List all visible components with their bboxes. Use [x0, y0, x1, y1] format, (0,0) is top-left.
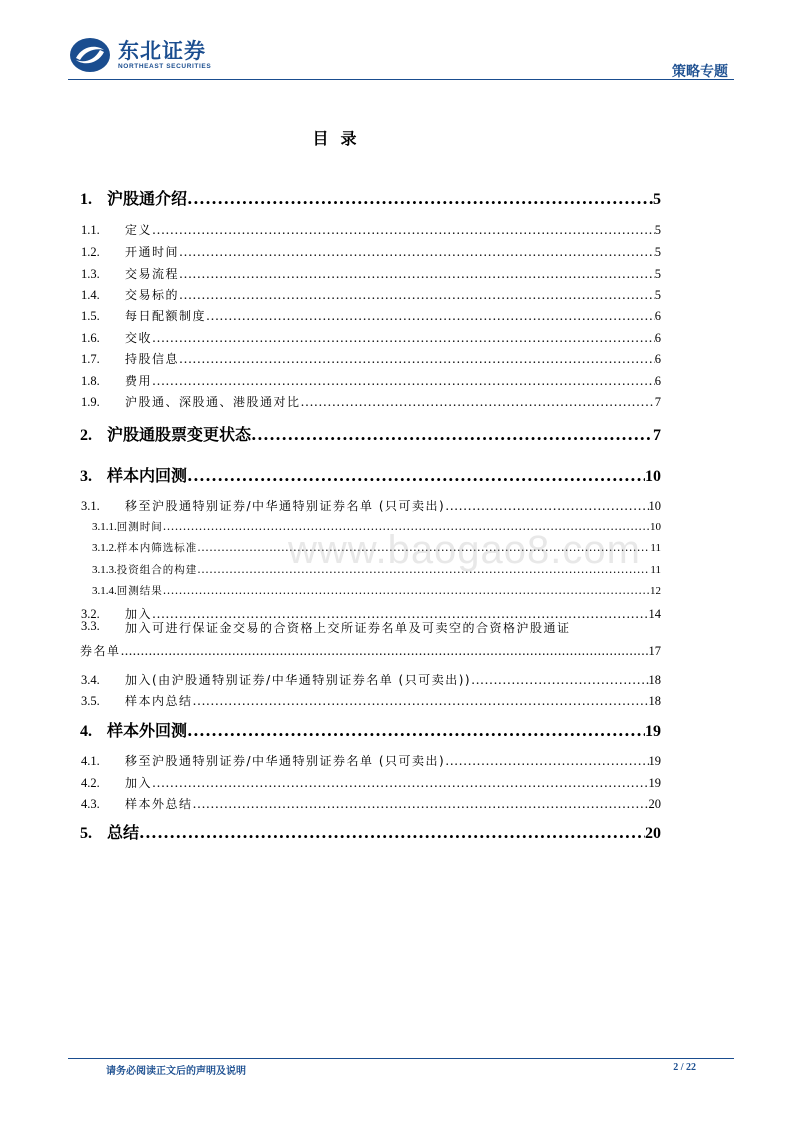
toc-number: 1.7. — [81, 352, 100, 366]
toc-number: 3.1.2. — [92, 542, 117, 554]
footer-disclaimer: 请务必阅读正文后的声明及说明 — [106, 1066, 246, 1077]
toc-label: 费用 — [125, 374, 153, 388]
toc-page: 6 — [654, 374, 661, 388]
toc-leader — [152, 330, 655, 345]
toc-number: 1.8. — [81, 374, 100, 388]
toc-label: 样本外总结 — [125, 797, 193, 811]
toc-entry-4-2[interactable] — [80, 774, 661, 791]
toc-leader — [206, 308, 655, 323]
toc-leader — [187, 189, 653, 208]
toc-page: 5 — [654, 267, 661, 281]
toc-page: 19 — [645, 723, 661, 740]
toc-entry-5[interactable] — [80, 820, 661, 843]
toc-label: 加入可进行保证金交易的合资格上交所证券名单及可卖空的合资格沪股通证 — [125, 621, 571, 635]
toc-number: 1.1. — [81, 223, 100, 237]
toc-label: 沪股通股票变更状态 — [107, 425, 252, 444]
toc-number: 3.4. — [81, 673, 100, 687]
toc-number: 2. — [80, 427, 92, 444]
toc-page: 5 — [653, 191, 661, 208]
toc-leader — [187, 466, 645, 485]
toc-page: 14 — [648, 607, 661, 621]
toc-leader — [152, 373, 655, 388]
toc-number: 3.1. — [81, 499, 100, 513]
toc-number: 3. — [80, 468, 92, 485]
toc-page: 6 — [654, 309, 661, 323]
toc-leader — [179, 287, 655, 302]
toc-entry-1-7[interactable] — [80, 350, 661, 367]
toc-leader — [187, 721, 645, 740]
toc-entry-1-8[interactable] — [80, 372, 661, 389]
toc-label: 回测结果 — [116, 585, 163, 597]
toc-leader — [139, 823, 645, 842]
toc-label: 定义 — [125, 223, 153, 237]
toc-leader — [193, 796, 649, 811]
toc-entry-1-2[interactable] — [80, 243, 661, 260]
toc-number: 3.1.3. — [92, 564, 117, 576]
toc-leader — [179, 351, 655, 366]
toc-entry-3-1-4[interactable] — [80, 583, 661, 598]
toc-leader — [445, 753, 648, 768]
toc-page: 7 — [653, 427, 661, 444]
toc-page: 5 — [654, 223, 661, 237]
page-number: 2 / 22 — [673, 1062, 696, 1073]
toc-label: 沪股通、深股通、港股通对比 — [125, 395, 301, 409]
toc-entry-1-5[interactable] — [80, 307, 661, 324]
toc-label: 样本内筛选标准 — [116, 542, 198, 554]
toc-page: 6 — [654, 331, 661, 345]
logo-english-name: NORTHEAST SECURITIES — [118, 62, 212, 70]
toc-number: 4.1. — [81, 754, 100, 768]
toc-label: 回测时间 — [116, 521, 163, 533]
toc-number: 3.1.1. — [92, 521, 117, 533]
toc-number: 3.1.4. — [92, 585, 117, 597]
toc-number: 1.3. — [81, 267, 100, 281]
toc-number: 1. — [80, 191, 92, 208]
toc-number: 4.2. — [81, 776, 100, 790]
toc-number: 3.5. — [81, 694, 100, 708]
toc-entry-1-3[interactable] — [80, 265, 661, 282]
toc-page: 11 — [650, 542, 661, 554]
toc-entry-4-3[interactable] — [80, 795, 661, 812]
toc-entry-1-6[interactable] — [80, 329, 661, 346]
toc-label: 样本内总结 — [125, 694, 193, 708]
toc-label: 样本内回测 — [107, 466, 188, 485]
toc-page: 18 — [648, 694, 661, 708]
toc-label: 加入 — [125, 776, 153, 790]
toc-label: 交收 — [125, 331, 153, 345]
toc-leader — [251, 425, 653, 444]
toc-entry-4[interactable] — [80, 718, 661, 741]
toc-label: 交易标的 — [125, 288, 180, 302]
toc-leader — [152, 775, 648, 790]
toc-leader — [179, 266, 655, 281]
toc-entry-1-4[interactable] — [80, 286, 661, 303]
toc-page: 5 — [654, 288, 661, 302]
toc-entry-2[interactable] — [80, 422, 661, 445]
toc-leader — [471, 672, 648, 687]
toc-entry-3-5[interactable] — [80, 692, 661, 709]
header-divider — [68, 79, 734, 80]
toc-entry-3-1[interactable] — [80, 497, 661, 514]
toc-leader — [152, 222, 655, 237]
toc-page: 7 — [654, 395, 661, 409]
footer-divider — [68, 1058, 734, 1059]
toc-entry-1-9[interactable] — [80, 393, 661, 410]
page-title: 目录 — [312, 129, 369, 148]
toc-page: 11 — [650, 564, 661, 576]
toc-label: 每日配额制度 — [125, 309, 207, 323]
toc-entry-3-3[interactable] — [80, 619, 661, 659]
toc-label: 移至沪股通特别证券/中华通特别证券名单 (只可卖出) — [125, 754, 446, 768]
toc-entry-4-1[interactable] — [80, 752, 661, 769]
toc-label: 开通时间 — [125, 245, 180, 259]
toc-entry-1[interactable] — [80, 186, 661, 209]
company-logo — [68, 36, 211, 74]
toc-number: 5. — [80, 825, 92, 842]
toc-number: 1.5. — [81, 309, 100, 323]
toc-number: 1.4. — [81, 288, 100, 302]
toc-label: 沪股通介绍 — [107, 189, 188, 208]
toc-label: 投资组合的构建 — [116, 564, 198, 576]
toc-page: 10 — [645, 468, 661, 485]
toc-number: 4.3. — [81, 797, 100, 811]
toc-page: 20 — [648, 797, 661, 811]
toc-label: 总结 — [107, 823, 140, 842]
toc-number: 4. — [80, 723, 92, 740]
section-tag: 策略专题 — [672, 64, 728, 80]
toc-entry-1-1[interactable] — [80, 221, 661, 238]
toc-label-continued: 券名单 — [80, 644, 121, 658]
toc-leader — [193, 693, 649, 708]
toc-number: 3.2. — [81, 607, 100, 621]
toc-page: 12 — [650, 585, 661, 597]
toc-label: 持股信息 — [125, 352, 180, 366]
logo-chinese-name: 东北证券 — [118, 38, 206, 63]
toc-number: 1.6. — [81, 331, 100, 345]
watermark: www.baogao8.com — [288, 528, 641, 572]
toc-leader — [301, 394, 655, 409]
toc-leader — [163, 584, 650, 597]
toc-page: 6 — [654, 352, 661, 366]
logo-emblem-icon — [68, 36, 112, 74]
toc-page: 18 — [648, 673, 661, 687]
toc-number: 1.2. — [81, 245, 100, 259]
toc-label: 加入(由沪股通特别证券/中华通特别证券名单 (只可卖出)) — [125, 673, 472, 687]
toc-page: 10 — [648, 499, 661, 513]
toc-leader — [179, 244, 655, 259]
toc-leader — [445, 498, 648, 513]
toc-leader — [121, 643, 649, 658]
toc-page: 17 — [648, 644, 661, 658]
toc-label: 交易流程 — [125, 267, 180, 281]
toc-page: 19 — [648, 754, 661, 768]
toc-page: 19 — [648, 776, 661, 790]
toc-page: 10 — [650, 521, 661, 533]
toc-label: 样本外回测 — [107, 721, 188, 740]
toc-number: 1.9. — [81, 395, 100, 409]
toc-label: 移至沪股通特别证券/中华通特别证券名单 (只可卖出) — [125, 499, 446, 513]
toc-entry-3[interactable] — [80, 463, 661, 486]
toc-label: 加入 — [125, 607, 153, 621]
toc-number: 3.3. — [81, 619, 100, 633]
toc-page: 20 — [645, 825, 661, 842]
toc-page: 5 — [654, 245, 661, 259]
toc-entry-3-4[interactable] — [80, 671, 661, 688]
